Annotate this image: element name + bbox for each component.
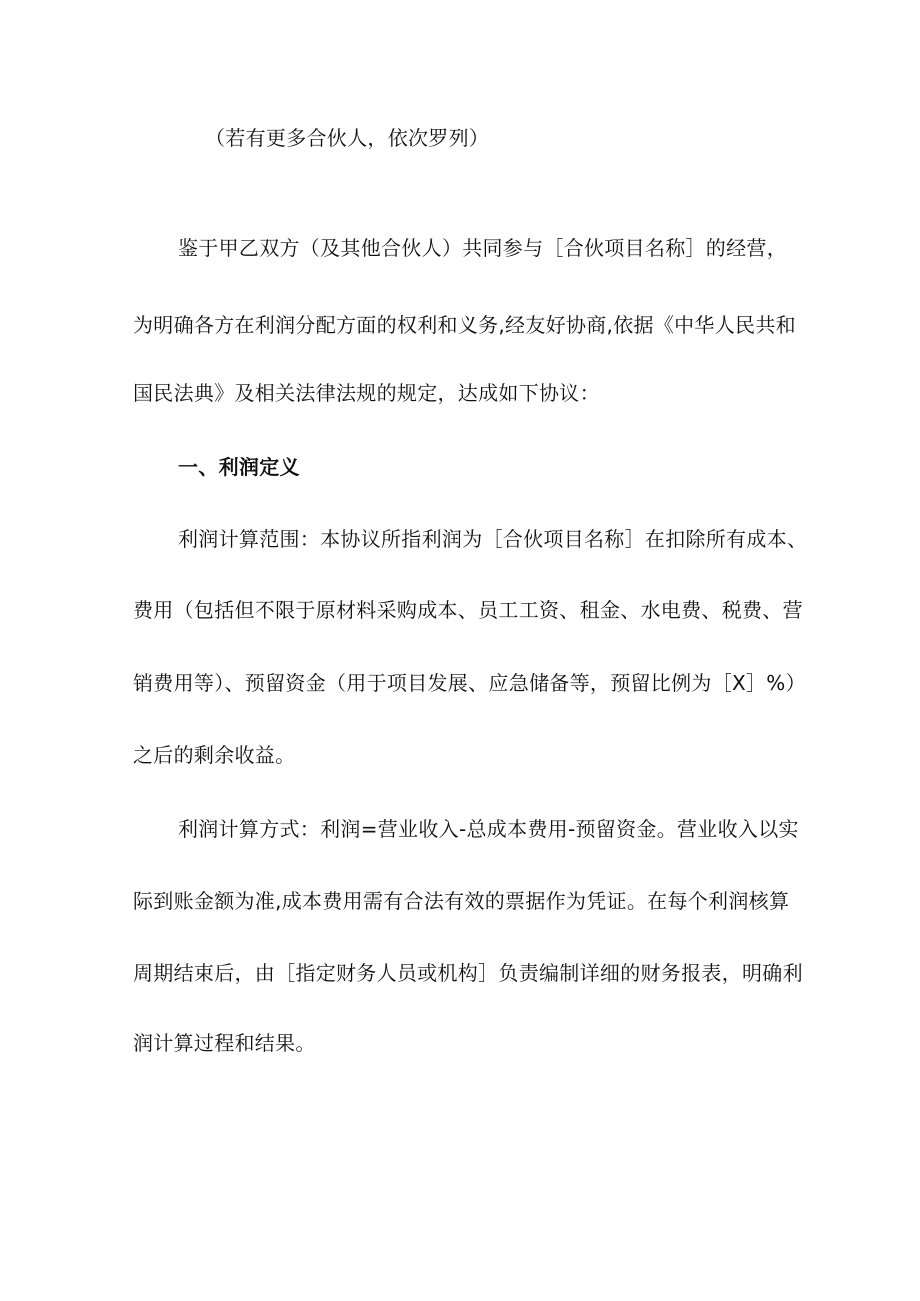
preamble-line-2: 为明确各方在利润分配方面的权利和义务,经友好协商,依据《中华人民共和	[133, 313, 796, 337]
scope-line-2: 费用（包括但不限于原材料采购成本、员工工资、租金、水电费、税费、营	[133, 598, 803, 622]
partner-note: （若有更多合伙人，依次罗列）	[205, 126, 490, 150]
method-line-2: 际到账金额为准,成本费用需有合法有效的票据作为凭证。在每个利润核算	[133, 889, 790, 913]
method-line-1: 利润计算方式：利润=营业收入-总成本费用-预留资金。营业收入以实	[178, 817, 799, 841]
scope-line-4: 之后的剩余收益。	[133, 743, 296, 767]
scope-line-1: 利润计算范围：本协议所指利润为［合伙项目名称］在扣除所有成本、	[178, 527, 808, 551]
section-heading: 一、利润定义	[178, 455, 300, 479]
preamble-line-1: 鉴于甲乙双方（及其他合伙人）共同参与［合伙项目名称］的经营，	[178, 236, 787, 260]
preamble-line-3: 国民法典》及相关法律法规的规定，达成如下协议：	[133, 381, 600, 405]
method-line-3: 周期结束后，由［指定财务人员或机构］负责编制详细的财务报表，明确利	[133, 961, 803, 985]
scope-line-3: 销费用等）、预留资金（用于项目发展、应急储备等，预留比例为［X］%）	[133, 671, 806, 695]
method-line-4: 润计算过程和结果。	[133, 1031, 316, 1055]
